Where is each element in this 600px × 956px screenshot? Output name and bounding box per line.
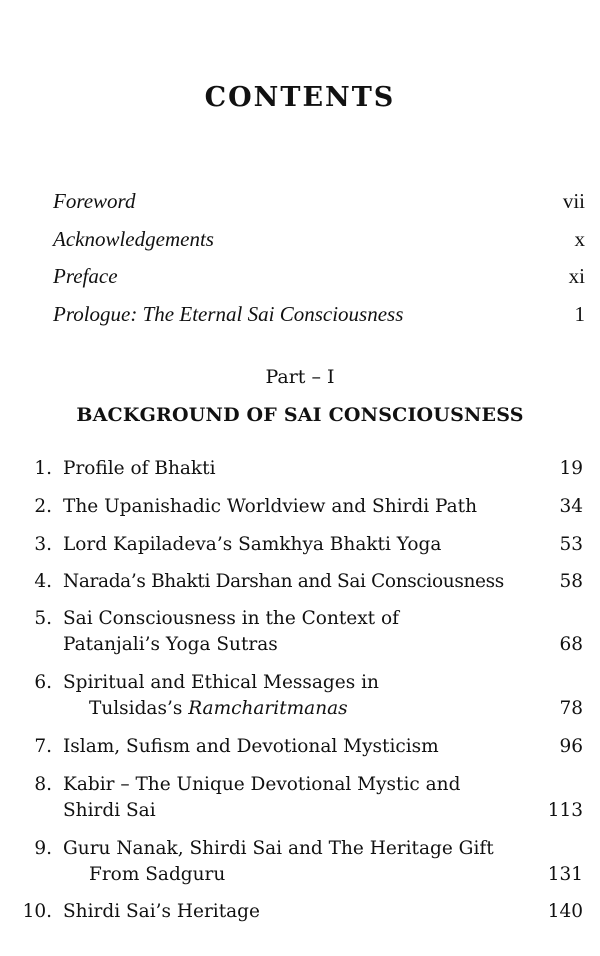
chapter-page: 68 <box>559 634 583 655</box>
front-matter-item-foreword <box>53 188 585 214</box>
front-matter-page: 1 <box>574 302 585 326</box>
front-matter-page: xi <box>568 264 585 288</box>
chapter-title: Profile of Bhakti <box>63 458 216 479</box>
chapter-title-continued: Shirdi Sai <box>63 800 156 821</box>
chapter-page: 140 <box>547 901 583 922</box>
chapter-number: 5. <box>34 608 52 629</box>
chapter-page: 113 <box>547 800 583 821</box>
part-label: Part – I <box>265 366 335 388</box>
front-matter-label: Acknowledgements <box>53 227 214 251</box>
chapter-title: The Upanishadic Worldview and Shirdi Path <box>63 496 478 517</box>
front-matter-item-acknowledgements <box>53 226 585 252</box>
front-matter-page: vii <box>562 189 585 213</box>
part-title: BACKGROUND OF SAI CONSCIOUSNESS <box>76 404 524 426</box>
chapter-title: Kabir – The Unique Devotional Mystic and <box>63 774 461 795</box>
chapter-number: 7. <box>34 736 52 757</box>
chapter-number: 8. <box>34 774 52 795</box>
chapter-number: 4. <box>34 571 52 592</box>
chapter-page: 58 <box>559 571 583 592</box>
front-matter-page: x <box>574 227 585 251</box>
chapter-number: 1. <box>34 458 52 479</box>
chapter-number: 2. <box>34 496 52 517</box>
chapter-number: 3. <box>34 534 52 555</box>
front-matter-item-preface <box>53 263 585 289</box>
chapter-title: Lord Kapiladeva’s Samkhya Bhakti Yoga <box>63 534 442 555</box>
chapter-number: 6. <box>34 672 52 693</box>
front-matter-label: Prologue: The Eternal Sai Consciousness <box>53 302 404 326</box>
front-matter-label: Foreword <box>53 189 136 213</box>
page-title: CONTENTS <box>204 82 396 113</box>
chapter-number: 10. <box>22 901 52 922</box>
chapter-title: Narada’s Bhakti Darshan and Sai Consciousness <box>63 571 504 592</box>
chapter-page: 34 <box>559 496 583 517</box>
chapter-page: 19 <box>559 458 583 479</box>
front-matter-item-prologue <box>53 301 585 327</box>
chapter-title: Sai Consciousness in the Context of <box>63 608 399 629</box>
chapter-number: 9. <box>34 838 52 859</box>
chapter-title: Spiritual and Ethical Messages in <box>63 672 379 693</box>
chapter-title-continued <box>89 696 348 722</box>
chapter-title: Shirdi Sai’s Heritage <box>63 901 260 922</box>
chapter-page: 131 <box>547 864 583 885</box>
chapter-title: Islam, Sufism and Devotional Mysticism <box>63 736 439 757</box>
front-matter-label: Preface <box>53 264 118 288</box>
chapter-page: 53 <box>559 534 583 555</box>
chapter-title-continued: Patanjali’s Yoga Sutras <box>63 634 278 655</box>
chapter-title-prefix: Tulsidas’s <box>89 698 189 719</box>
chapter-title-continued: From Sadguru <box>89 864 226 885</box>
chapter-title: Guru Nanak, Shirdi Sai and The Heritage Gift <box>63 838 494 859</box>
chapter-page: 78 <box>559 698 583 719</box>
chapter-title-italic: Ramcharitmanas <box>188 698 348 719</box>
chapter-page: 96 <box>559 736 583 757</box>
